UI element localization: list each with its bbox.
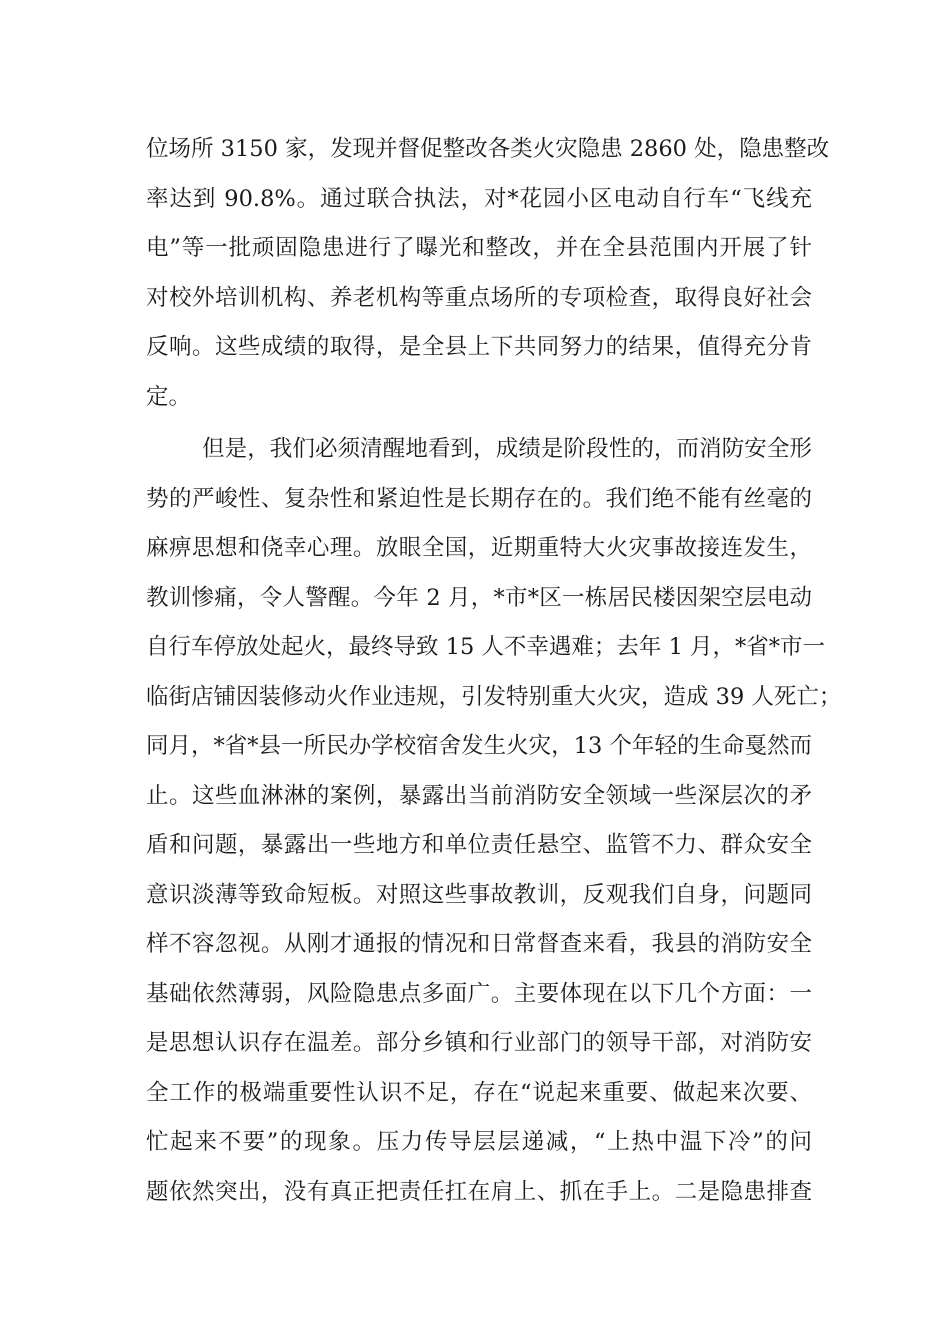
text-line: 率达到 90.8%。通过联合执法，对*花园小区电动自行车“飞线充 <box>146 185 812 212</box>
text-line: 同月，*省*县一所民办学校宿舍发生火灾，13 个年轻的生命戛然而 <box>146 733 812 759</box>
text-line: 临街店铺因装修动火作业违规，引发特别重大火灾，造成 39 人死亡； <box>146 683 842 710</box>
text-line: 全工作的极端重要性认识不足，存在“说起来重要、做起来次要、 <box>146 1079 812 1106</box>
text-line: 教训惨痛，令人警醒。今年 2 月，*市*区一栋居民楼因架空层电动 <box>146 584 812 611</box>
text-line: 盾和问题，暴露出一些地方和单位责任悬空、监管不力、群众安全 <box>146 832 812 858</box>
text-line: 题依然突出，没有真正把责任扛在肩上、抓在手上。二是隐患排查 <box>146 1178 812 1205</box>
text-line: 忙起来不要”的现象。压力传导层层递减，“上热中温下冷”的问 <box>146 1129 812 1155</box>
text-line: 反响。这些成绩的取得，是全县上下共同努力的结果，值得充分肯 <box>146 334 812 360</box>
text-line: 定。 <box>146 383 192 410</box>
text-line: 止。这些血淋淋的案例，暴露出当前消防安全领域一些深层次的矛 <box>146 782 812 809</box>
paragraph-achievements <box>146 125 830 422</box>
text-line: 对校外培训机构、养老机构等重点场所的专项检查，取得良好社会 <box>146 284 812 311</box>
text-line: 基础依然薄弱，风险隐患点多面广。主要体现在以下几个方面：一 <box>146 980 812 1007</box>
text-line: 但是，我们必须清醒地看到，成绩是阶段性的，而消防安全形 <box>202 436 812 462</box>
text-line: 电”等一批顽固隐患进行了曝光和整改，并在全县范围内开展了针 <box>146 235 812 261</box>
text-line: 自行车停放处起火，最终导致 15 人不幸遇难；去年 1 月，*省*市一 <box>146 634 826 660</box>
text-line: 麻痹思想和侥幸心理。放眼全国，近期重特大火灾事故接连发生， <box>146 535 812 561</box>
text-line: 位场所 3150 家，发现并督促整改各类火灾隐患 2860 处，隐患整改 <box>146 136 830 162</box>
text-line: 势的严峻性、复杂性和紧迫性是长期存在的。我们绝不能有丝毫的 <box>146 485 812 512</box>
paragraph-risks <box>146 425 842 1217</box>
text-line: 意识淡薄等致命短板。对照这些事故教训，反观我们自身，问题同 <box>146 881 812 908</box>
text-line: 样不容忽视。从刚才通报的情况和日常督查来看，我县的消防安全 <box>146 931 812 957</box>
text-line: 是思想认识存在温差。部分乡镇和行业部门的领导干部，对消防安 <box>146 1030 812 1056</box>
